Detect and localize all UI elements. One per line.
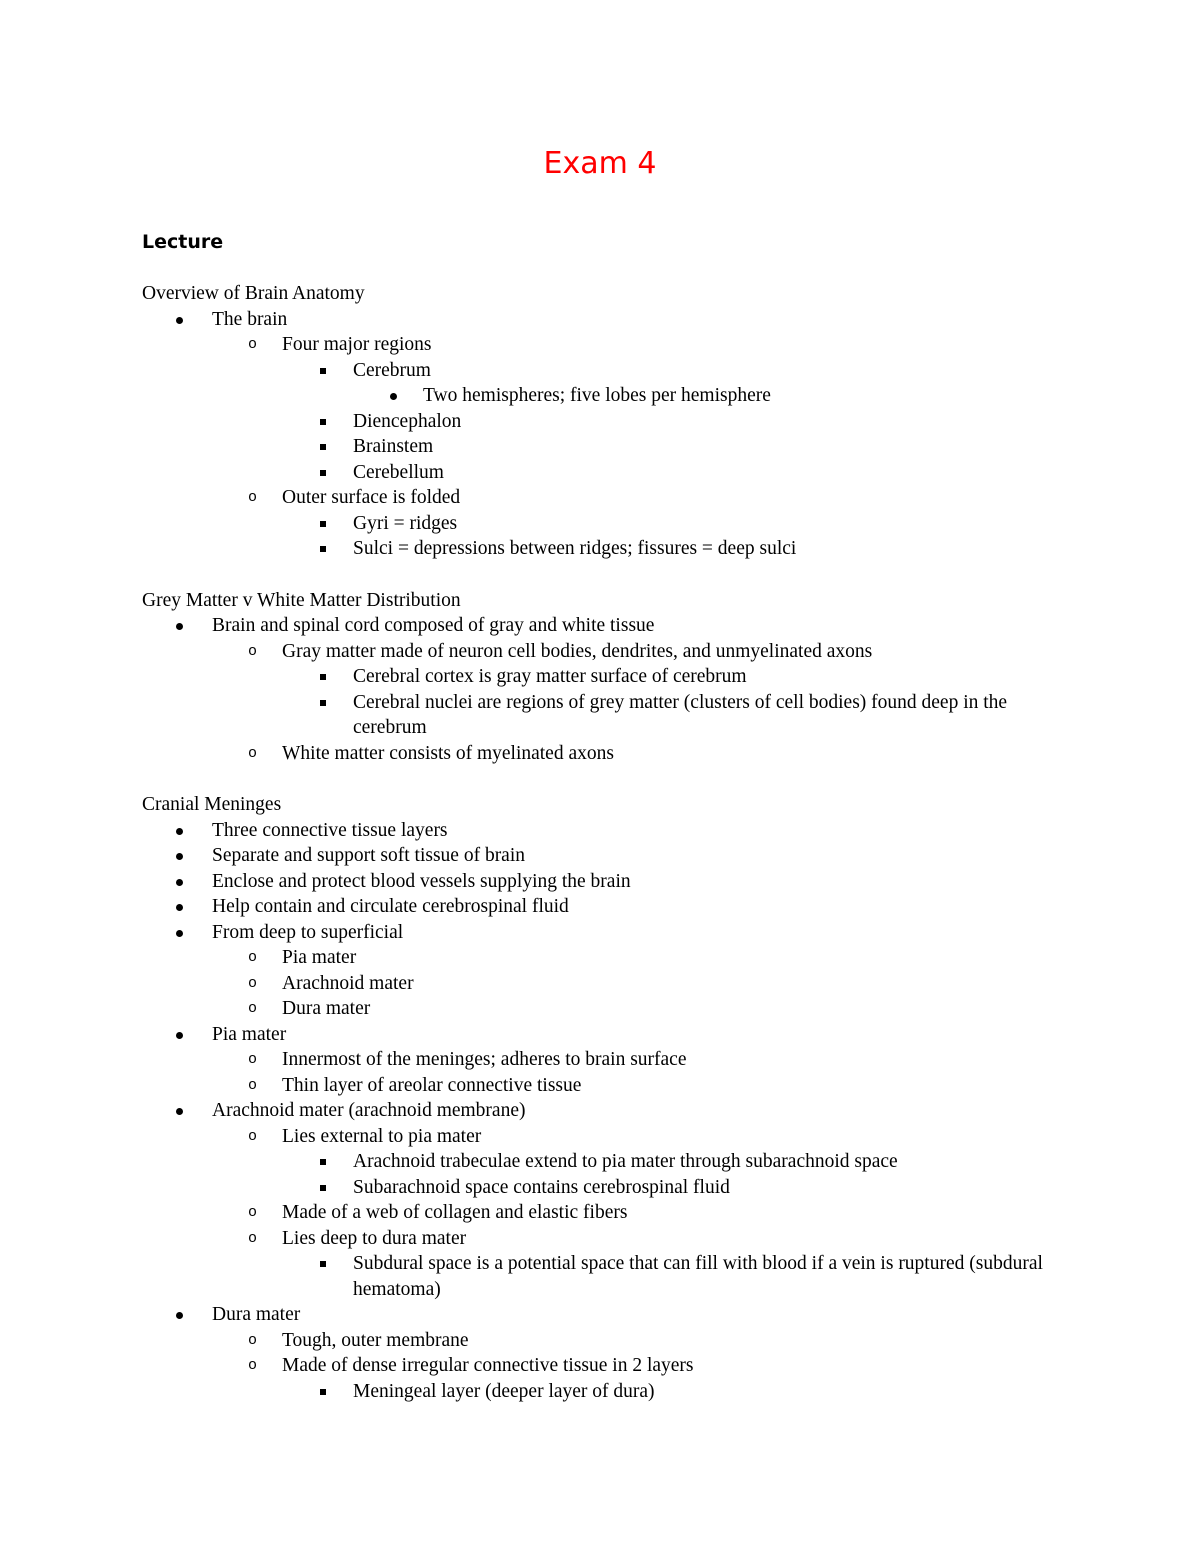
- section-cranial-meninges: [142, 792, 1062, 1404]
- list-item: Two hemispheres; five lobes per hemisphere: [423, 385, 771, 406]
- list-item: Arachnoid mater (arachnoid membrane): [212, 1100, 526, 1121]
- list-item: Made of dense irregular connective tissue in 2 layers: [282, 1355, 694, 1376]
- list-item: Diencephalon: [353, 410, 462, 432]
- list-item: Thin layer of areolar connective tissue: [282, 1074, 582, 1096]
- page-title: Exam 4: [543, 146, 657, 181]
- section-heading: Overview of Brain Anatomy: [142, 283, 365, 304]
- list-item: Four major regions: [282, 334, 432, 355]
- list-item: Brain and spinal cord composed of gray and white tissue: [212, 615, 655, 636]
- list-item: Cerebrum: [353, 359, 431, 381]
- document-body: [142, 281, 1062, 1430]
- section-brain-overview: [142, 281, 1062, 562]
- bullet-list: [142, 307, 1062, 562]
- list-item: Arachnoid trabeculae extend to pia mater through subarachnoid space: [353, 1151, 898, 1172]
- section-heading: Cranial Meninges: [142, 794, 282, 815]
- list-item: Help contain and circulate cerebrospinal fluid: [212, 896, 569, 917]
- list-item: Lies deep to dura mater: [282, 1227, 467, 1249]
- list-item: Brainstem: [353, 436, 434, 457]
- list-item: Lies external to pia mater: [282, 1125, 482, 1147]
- list-item: Three connective tissue layers: [212, 819, 448, 841]
- list-item: From deep to superficial: [212, 921, 404, 943]
- list-item: Dura mater: [282, 998, 371, 1019]
- list-item: The brain: [212, 308, 288, 330]
- list-item: Innermost of the meninges; adheres to brain surface: [282, 1049, 687, 1070]
- bullet-list: [142, 613, 1062, 766]
- list-item: Subdural space is a potential space that can fill with blood if a vein is ruptured (subdural hematoma): [353, 1253, 1043, 1300]
- list-item: Made of a web of collagen and elastic fibers: [282, 1202, 628, 1223]
- list-item: Tough, outer membrane: [282, 1329, 469, 1351]
- list-item: Meningeal layer (deeper layer of dura): [353, 1380, 655, 1402]
- list-item: Cerebral cortex is gray matter surface of cerebrum: [353, 666, 747, 687]
- list-item: Outer surface is folded: [282, 487, 461, 508]
- list-item: Gyri = ridges: [353, 512, 458, 534]
- list-item: Cerebellum: [353, 461, 444, 483]
- section-heading: Grey Matter v White Matter Distribution: [142, 589, 461, 611]
- lecture-heading: Lecture: [142, 231, 224, 253]
- list-item: Subarachnoid space contains cerebrospinal fluid: [353, 1176, 730, 1198]
- list-item: Pia mater: [282, 947, 357, 968]
- section-grey-white-matter: [142, 588, 1062, 767]
- list-item: Cerebral nuclei are regions of grey matter (clusters of cell bodies) found deep in the cerebrum: [353, 691, 1008, 738]
- list-item: Separate and support soft tissue of brain: [212, 845, 526, 866]
- list-item: Sulci = depressions between ridges; fissures = deep sulci: [353, 538, 797, 559]
- list-item: Pia mater: [212, 1023, 287, 1045]
- list-item: Gray matter made of neuron cell bodies, dendrites, and unmyelinated axons: [282, 640, 873, 662]
- list-item: White matter consists of myelinated axons: [282, 742, 614, 764]
- list-item: Arachnoid mater: [282, 972, 414, 994]
- bullet-list: [142, 818, 1062, 1405]
- list-item: Enclose and protect blood vessels supplying the brain: [212, 870, 631, 892]
- list-item: Dura mater: [212, 1304, 301, 1325]
